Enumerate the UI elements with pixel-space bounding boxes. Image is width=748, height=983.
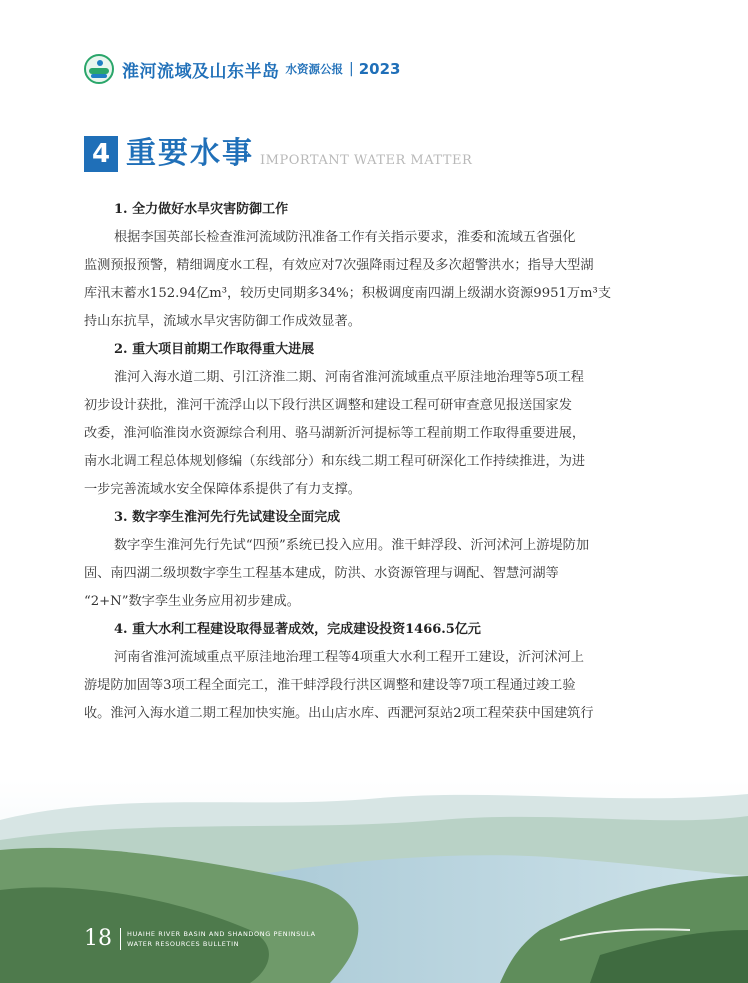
item-title: 1. 全力做好水旱灾害防御工作 [114, 202, 289, 217]
section-number: 4 [84, 136, 118, 172]
section-heading [84, 132, 472, 172]
paragraph-line: 根据李国英部长检查淮河流域防汛准备工作有关指示要求，淮委和流域五省强化 [114, 230, 576, 245]
page-header [84, 54, 400, 84]
paragraph-line: 固、南四湖二级坝数字孪生工程基本建成，防洪、水资源管理与调配、智慧河湖等 [84, 566, 559, 581]
article-body [84, 196, 664, 728]
item-title: 3. 数字孪生淮河先行先试建设全面完成 [114, 510, 341, 525]
item-1 [84, 196, 664, 336]
paragraph-line: 改委，淮河临淮岗水资源综合利用、骆马湖新沂河提标等工程前期工作取得重要进展， [84, 426, 586, 441]
item-3 [84, 504, 664, 616]
paragraph-line: 收。淮河入海水道二期工程加快实施。出山店水库、西淝河泵站2项工程荣获中国建筑行 [84, 706, 594, 721]
paragraph-line: 河南省淮河流域重点平原洼地治理工程等4项重大水利工程开工建设，沂河沭河上 [114, 650, 584, 665]
item-title: 2. 重大项目前期工作取得重大进展 [114, 342, 315, 357]
item-2 [84, 336, 664, 504]
section-title: 重要水事 [126, 136, 254, 171]
footer-line-1: HUAIHE RIVER BASIN AND SHANDONG PENINSULA [127, 929, 316, 938]
paragraph-line: “2+N”数字孪生业务应用初步建成。 [84, 594, 300, 609]
paragraph-line: 南水北调工程总体规划修编（东线部分）和东线二期工程可研深化工作持续推进，为进 [84, 454, 586, 469]
section-title-en: IMPORTANT WATER MATTER [260, 153, 473, 168]
paragraph-line: 库汛末蓄水152.94亿m³，较历史同期多34%；积极调度南四湖上级湖水资源9951万m³支 [84, 286, 612, 301]
paragraph-line: 淮河入海水道二期、引江济淮二期、河南省淮河流域重点平原洼地治理等5项工程 [114, 370, 584, 385]
paragraph-line: 监测预报预警，精细调度水工程，有效应对7次强降雨过程及多次超警洪水；指导大型湖 [84, 258, 594, 273]
footer-bulletin-name [127, 929, 316, 949]
paragraph-line: 数字孪生淮河先行先试“四预”系统已投入应用。淮干蚌浮段、沂河沭河上游堤防加 [114, 538, 590, 553]
paragraph-line: 一步完善流域水安全保障体系提供了有力支撑。 [84, 482, 361, 497]
page-footer [84, 926, 316, 951]
header-title: 淮河流域及山东半岛 [122, 61, 280, 82]
paragraph-line: 初步设计获批，淮河干流浮山以下段行洪区调整和建设工程可研审查意见报送国家发 [84, 398, 572, 413]
footer-line-2: WATER RESOURCES BULLETIN [127, 939, 240, 948]
header-separator: | [349, 61, 354, 77]
header-year: 2023 [358, 60, 401, 78]
lake-landscape-image [0, 780, 748, 983]
item-title: 4. 重大水利工程建设取得显著成效，完成建设投资1466.5亿元 [114, 622, 481, 637]
footer-divider [120, 928, 121, 950]
page-number: 18 [84, 926, 112, 951]
bulletin-logo-icon [84, 54, 114, 84]
item-4 [84, 616, 664, 728]
header-subtitle: 水资源公报 [285, 62, 343, 76]
paragraph-line: 持山东抗旱，流域水旱灾害防御工作成效显著。 [84, 314, 361, 329]
paragraph-line: 游堤防加固等3项工程全面完工，淮干蚌浮段行洪区调整和建设等7项工程通过竣工验 [84, 678, 576, 693]
